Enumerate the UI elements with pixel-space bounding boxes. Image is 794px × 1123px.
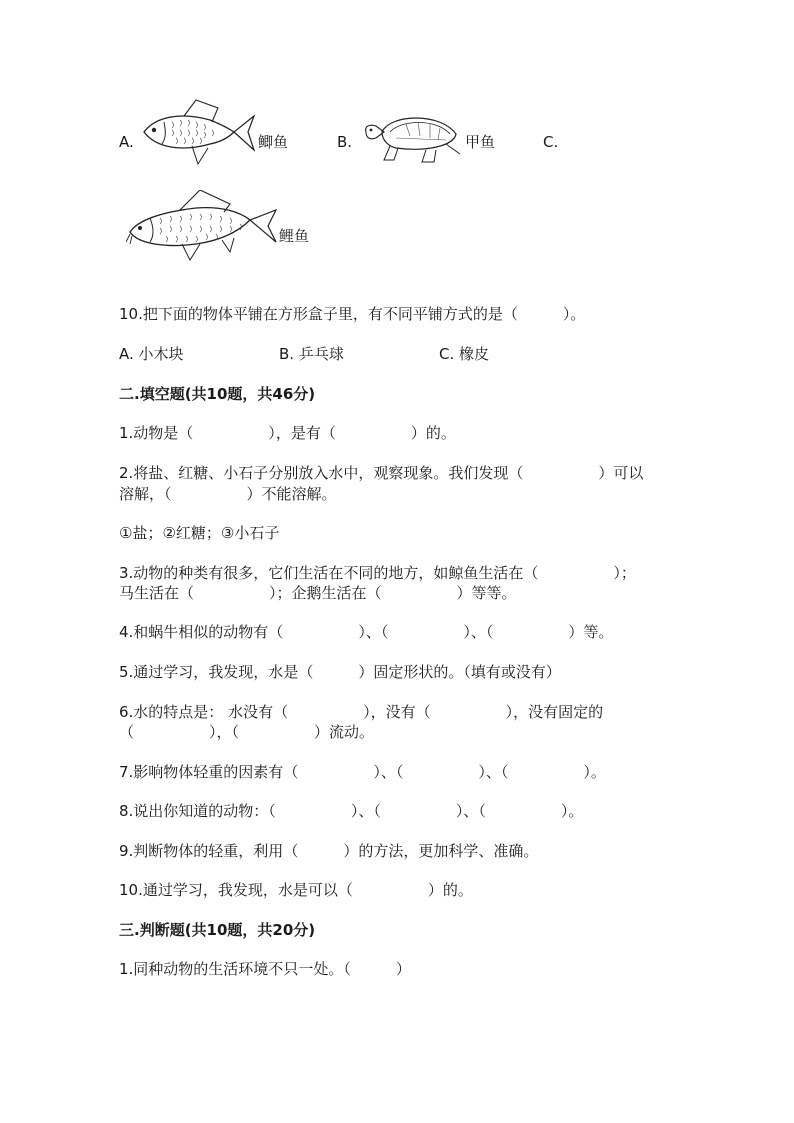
fill-question-3-line-1: 3.动物的种类有很多，它们生活在不同的地方，如鲸鱼生活在（ ）； — [119, 564, 636, 582]
question-10-stem: 10.把下面的物体平铺在方形盒子里，有不同平铺方式的是（ ）。 — [119, 305, 586, 323]
fill-question-9: 9.判断物体的轻重，利用（ ）的方法，更加科学、准确。 — [119, 842, 539, 860]
fill-question-5: 5.通过学习，我发现，水是（ ）固定形状的。（填有或没有） — [119, 663, 561, 681]
option-b-letter: B. — [337, 133, 353, 151]
option-c-letter: C. — [543, 133, 559, 151]
question-10-option-b: B. 乒乓球 — [279, 345, 344, 363]
fill-question-7: 7.影响物体轻重的因素有（ ）、（ ）、（ ）。 — [119, 763, 606, 781]
carp-image — [126, 190, 278, 262]
option-b-label: 甲鱼 — [465, 133, 496, 151]
crucian-carp-image — [138, 98, 258, 168]
option-a-letter: A. — [119, 133, 134, 151]
fill-question-2-line-2: 溶解，（ ）不能溶解。 — [119, 485, 337, 503]
fill-question-2-line-1: 2.将盐、红糖、小石子分别放入水中，观察现象。我们发现（ ）可以 — [119, 464, 644, 482]
fill-question-10: 10.通过学习，我发现，水是可以（ ）的。 — [119, 881, 473, 899]
section-2-title: 二.填空题(共10题，共46分) — [119, 385, 316, 403]
fill-question-6-line-1: 6.水的特点是： 水没有（ ），没有（ ），没有固定的 — [119, 703, 604, 721]
judge-question-1: 1.同种动物的生活环境不只一处。（ ） — [119, 960, 411, 978]
option-a-label: 鲫鱼 — [258, 133, 289, 151]
question-10-option-a: A. 小木块 — [119, 345, 184, 363]
fill-question-4: 4.和蜗牛相似的动物有（ ）、（ ）、（ ）等。 — [119, 623, 614, 641]
fill-question-6-line-2: （ ），（ ）流动。 — [119, 723, 375, 741]
section-3-title: 三.判断题(共10题，共20分) — [119, 921, 316, 939]
option-c-label: 鲤鱼 — [279, 227, 310, 245]
fill-question-3-line-2: 马生活在（ ）；企鹅生活在（ ）等等。 — [119, 584, 517, 602]
turtle-image — [356, 110, 462, 166]
fill-question-1: 1.动物是（ ），是有（ ）的。 — [119, 424, 456, 442]
fill-question-8: 8.说出你知道的动物：（ ）、（ ）、（ ）。 — [119, 802, 584, 820]
fill-question-2-choices: ①盐；②红糖；③小石子 — [119, 524, 280, 542]
question-10-option-c: C. 橡皮 — [439, 345, 490, 363]
